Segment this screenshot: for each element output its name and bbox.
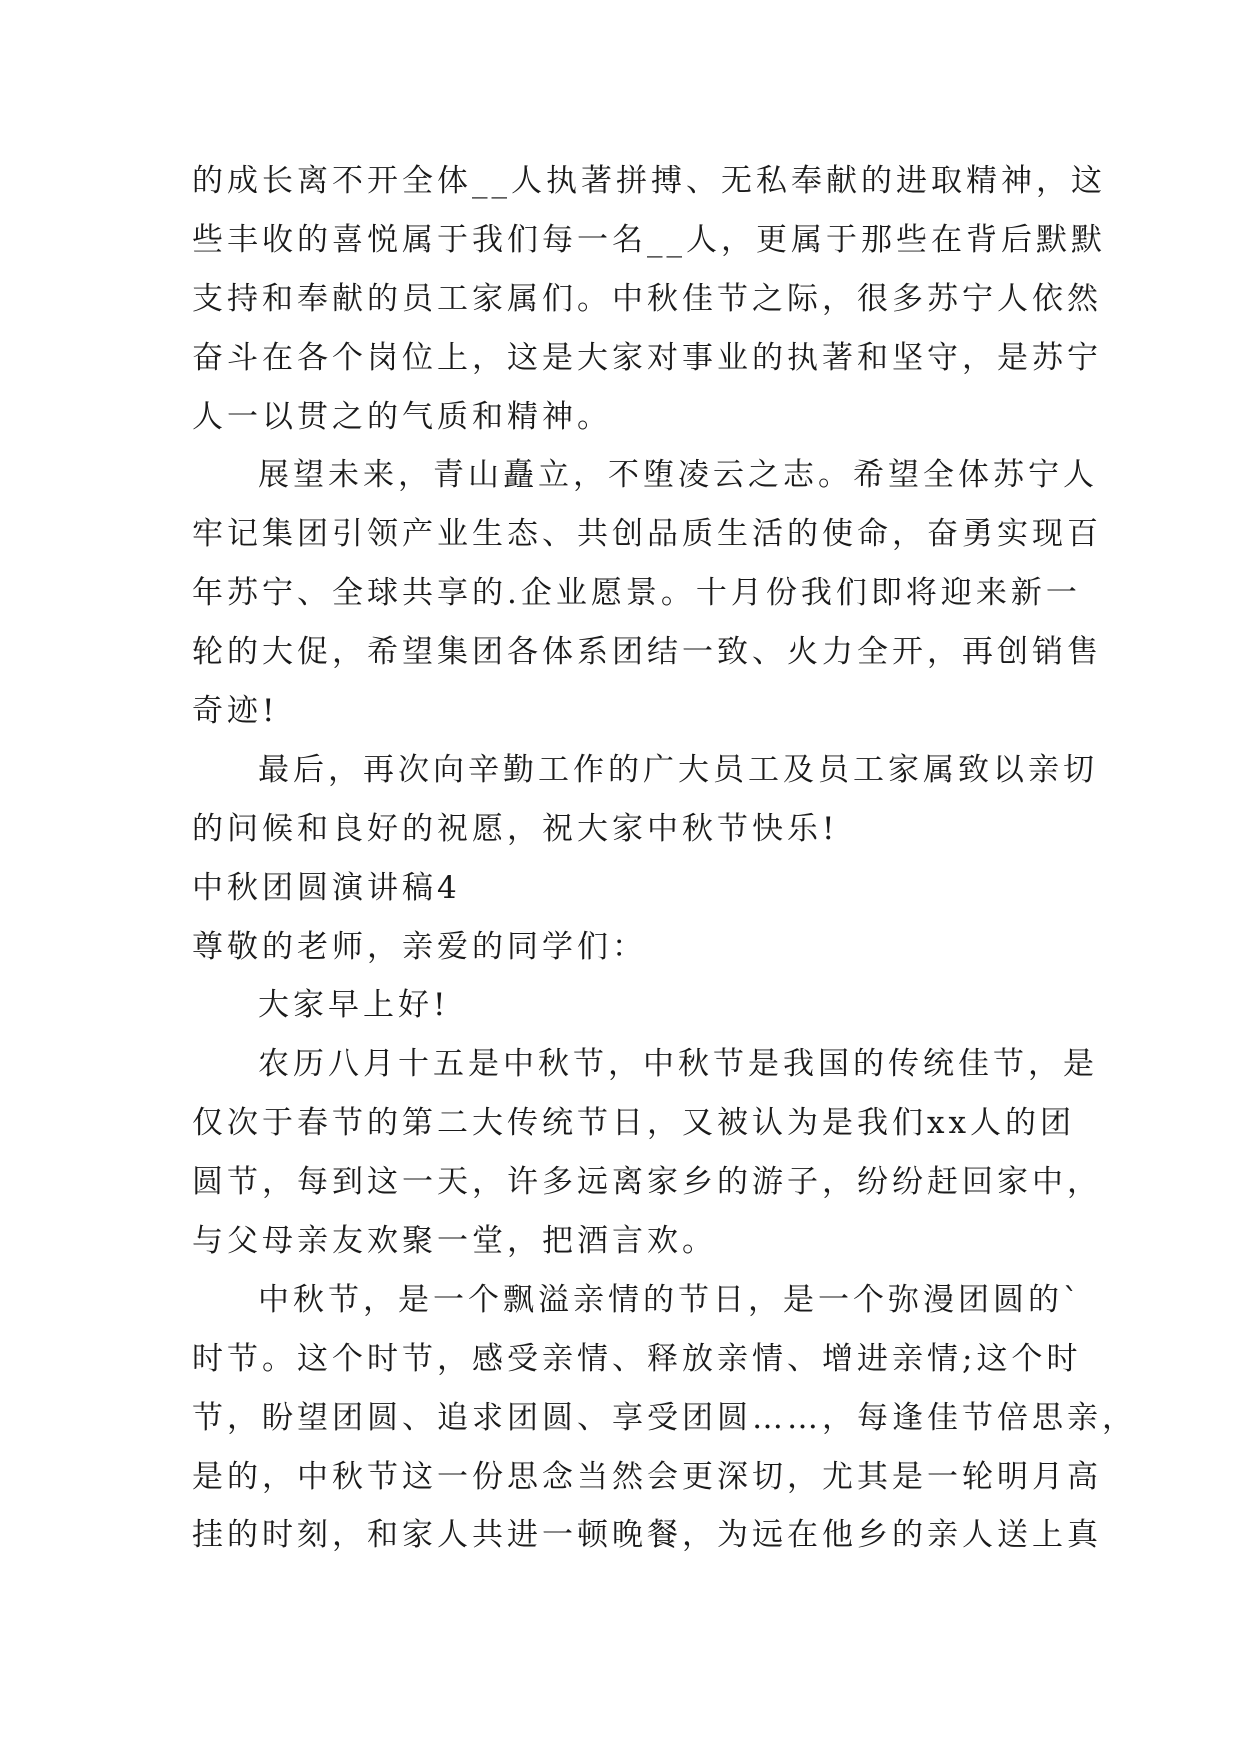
text-line: 些丰收的喜悦属于我们每一名__人，更属于那些在背后默默 xyxy=(192,221,1106,258)
text-line: 牢记集团引领产业生态、共创品质生活的使命，奋勇实现百 xyxy=(192,516,1102,553)
text-line: 大家早上好! xyxy=(258,987,450,1024)
text-line: 年苏宁、全球共享的.企业愿景。十月份我们即将迎来新一 xyxy=(192,575,1081,612)
text-line: 与父母亲友欢聚一堂，把酒言欢。 xyxy=(192,1223,717,1260)
text-line: 奇迹! xyxy=(192,693,279,730)
text-line: 节，盼望团圆、追求团圆、享受团圆……，每逢佳节倍思亲， xyxy=(192,1399,1137,1436)
text-line: 最后，再次向辛勤工作的广大员工及员工家属致以亲切 xyxy=(258,751,1098,788)
text-line: 时节。这个时节，感受亲情、释放亲情、增进亲情;这个时 xyxy=(192,1340,1082,1377)
text-line: 尊敬的老师，亲爱的同学们： xyxy=(192,928,647,965)
document-body xyxy=(192,152,1137,1565)
text-line: 仅次于春节的第二大传统节日，又被认为是我们xx人的团 xyxy=(192,1105,1075,1142)
text-line: 支持和奉献的员工家属们。中秋佳节之际，很多苏宁人依然 xyxy=(192,280,1102,317)
text-line: 圆节，每到这一天，许多远离家乡的游子，纷纷赶回家中， xyxy=(192,1164,1102,1201)
text-line: 中秋节，是一个飘溢亲情的节日，是一个弥漫团圆的` xyxy=(258,1281,1083,1318)
text-line: 挂的时刻，和家人共进一顿晚餐，为远在他乡的亲人送上真 xyxy=(192,1517,1102,1554)
text-line: 轮的大促，希望集团各体系团结一致、火力全开，再创销售 xyxy=(192,634,1102,671)
text-line: 展望未来，青山矗立，不堕凌云之志。希望全体苏宁人 xyxy=(258,457,1098,494)
text-line: 奋斗在各个岗位上，这是大家对事业的执著和坚守，是苏宁 xyxy=(192,339,1102,376)
text-line: 中秋团圆演讲稿4 xyxy=(192,869,461,906)
text-line: 的问候和良好的祝愿，祝大家中秋节快乐! xyxy=(192,810,839,847)
text-line: 人一以贯之的气质和精神。 xyxy=(192,398,612,435)
text-line: 的成长离不开全体__人执著拼搏、无私奉献的进取精神，这 xyxy=(192,163,1106,199)
text-line: 是的，中秋节这一份思念当然会更深切，尤其是一轮明月高 xyxy=(192,1458,1102,1495)
text-line: 农历八月十五是中秋节，中秋节是我国的传统佳节，是 xyxy=(258,1046,1098,1083)
